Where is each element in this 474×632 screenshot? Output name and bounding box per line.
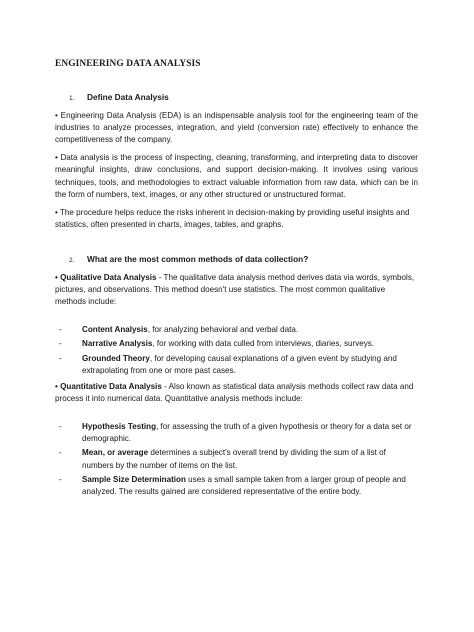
list-item-text: determines a subject's overall trend by dividing the sum of a list of numbers by the number of items on the list. [82, 448, 386, 470]
section-1-paragraph-2: • Data analysis is the process of inspecting, cleaning, transforming, and interpreting data to discover meaningful insights, draw conclusions, and support decision-making. It involves using various techniques, tools, and methodologies to extract valuable information from raw data, which can be in the form of numbers, text, images, or any other structured or unstructured format. [55, 153, 418, 199]
section-2-number: 2. [69, 257, 75, 265]
dash-marker: - [59, 422, 62, 432]
quantitative-text: - Also known as statistical data analysis methods collect raw data and process it into numerical data. Quantitative analysis methods include: [55, 381, 414, 403]
quantitative-methods-list [55, 421, 418, 498]
list-item-term: Narrative Analysis [82, 339, 153, 349]
dash-marker: - [59, 474, 62, 484]
qualitative-term: • Qualitative Data Analysis [55, 272, 157, 282]
section-1-title: Define Data Analysis [87, 92, 169, 103]
dash-marker: - [59, 353, 62, 363]
list-item-term: Content Analysis [82, 325, 148, 335]
section-1-number: 1. [69, 95, 75, 103]
list-item-text: , for developing causal explanations of a given event by studying and extrapolating from one or more past cases. [82, 353, 397, 375]
dash-marker: - [59, 325, 62, 335]
list-item [55, 421, 418, 445]
section-2-title: What are the most common methods of data collection? [87, 254, 309, 265]
qualitative-paragraph [55, 272, 418, 308]
list-item [55, 447, 418, 471]
quantitative-paragraph [55, 381, 418, 405]
dash-marker: - [59, 339, 62, 349]
list-item-text: , for analyzing behavioral and verbal data. [147, 325, 299, 335]
list-item [55, 324, 418, 336]
list-item [55, 353, 418, 377]
list-item-term: Sample Size Determination [82, 474, 186, 484]
section-1-paragraph-1: • Engineering Data Analysis (EDA) is an indispensable analysis tool for the engineering team of the industries to analyze processes, integration, and yield (conversion rate) effectively to enhance the competitiveness of the company. [55, 110, 418, 145]
list-item-text: , for working with data culled from interviews, diaries, surveys. [152, 339, 375, 349]
quantitative-term: • Quantitative Data Analysis [55, 381, 162, 391]
section-1-heading [69, 91, 418, 104]
list-item-term: Grounded Theory [82, 353, 150, 363]
list-item [55, 338, 418, 350]
list-item-text: uses a small sample taken from a larger group of people and analyzed. The results gained are considered representative of the entire body. [82, 474, 406, 496]
dash-marker: - [59, 448, 62, 458]
qualitative-methods-list [55, 324, 418, 377]
qualitative-text: - The qualitative data analysis method derives data via words, symbols, pictures, and observations. This method doesn't use statistics. The most common qualitative methods include: [55, 272, 415, 307]
section-1-paragraph-3: • The procedure helps reduce the risks inherent in decision-making by providing useful insights and statistics, often presented in charts, images, tables, and graphs. [55, 207, 410, 229]
section-2-heading [69, 253, 418, 266]
list-item-term: Mean, or average [82, 448, 149, 458]
list-item-text: , for assessing the truth of a given hypothesis or theory for a data set or demographic. [82, 422, 412, 444]
list-item-term: Hypothesis Testing [82, 422, 157, 432]
document-title: ENGINEERING DATA ANALYSIS [55, 59, 201, 69]
list-item [55, 474, 418, 498]
